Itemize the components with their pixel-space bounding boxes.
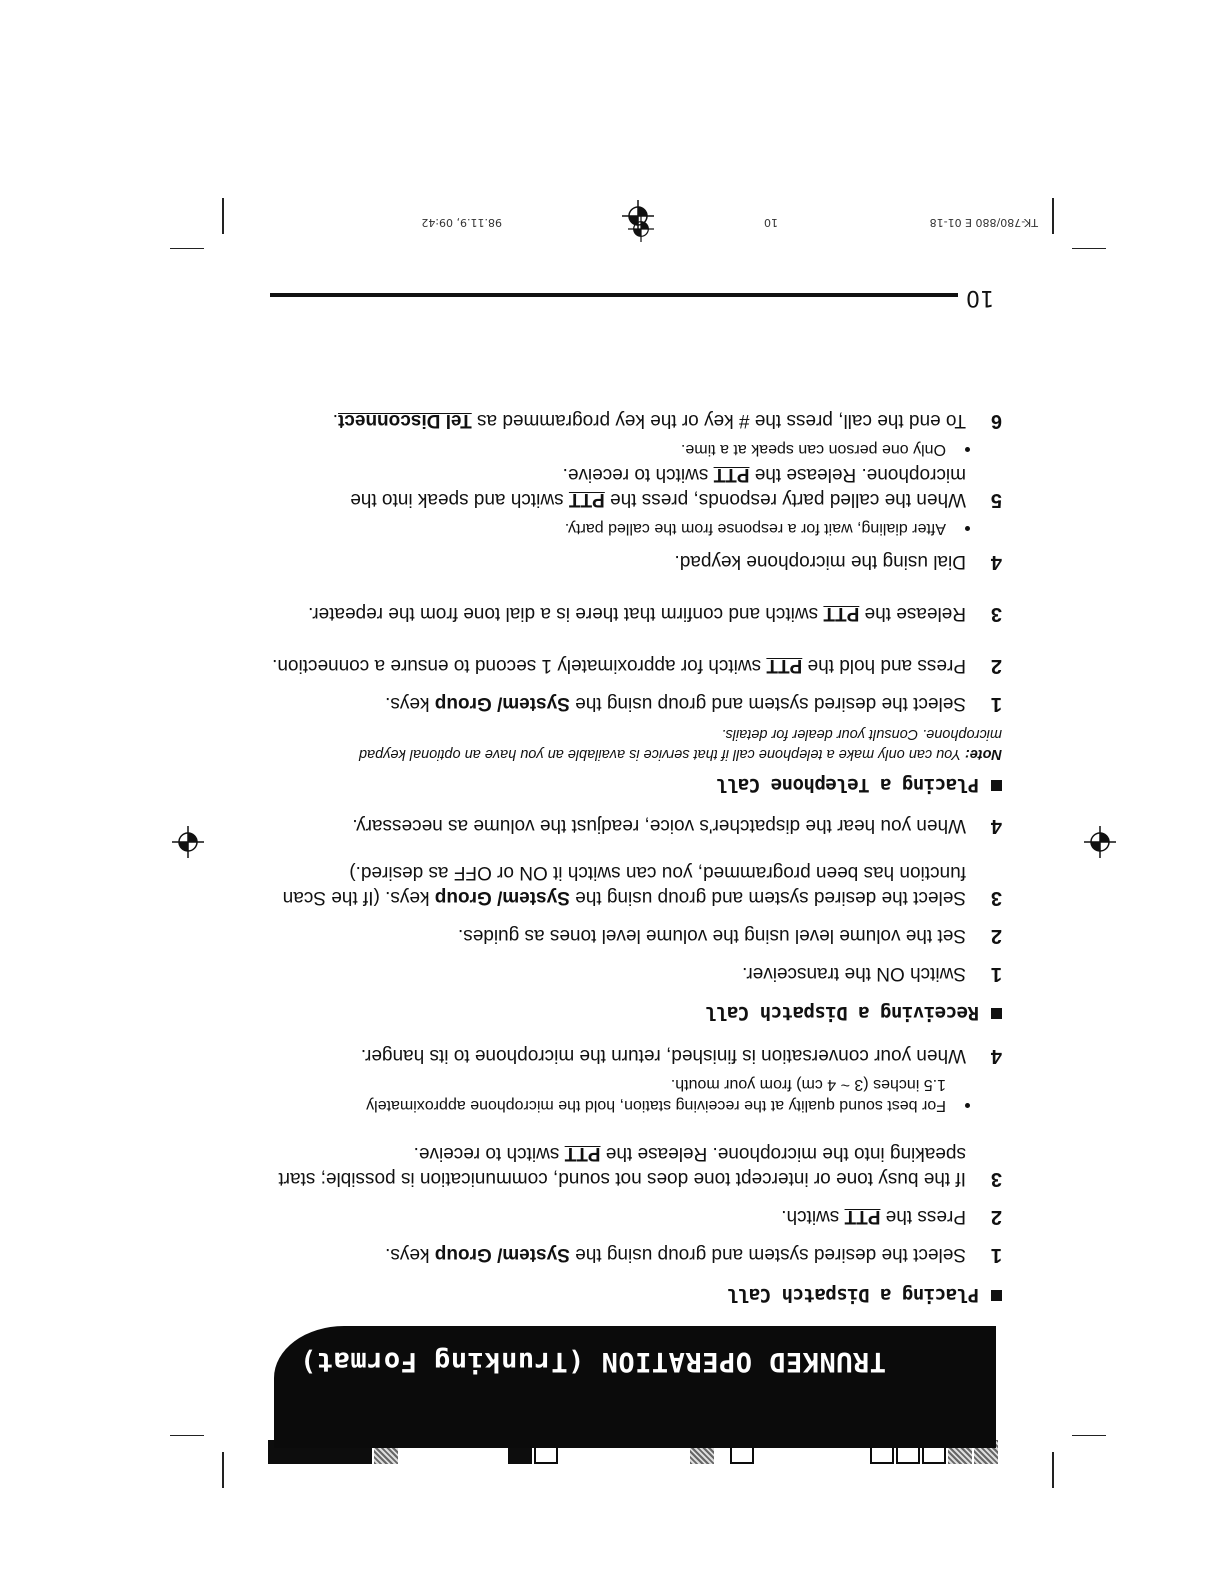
section-square-icon xyxy=(991,1008,1002,1019)
crop-mark-icon xyxy=(1072,248,1106,249)
list-item: 3 If the busy tone or intercept tone does not sound, communication is possible; start speaking into the microphone. Release the PTT switch to receive. xyxy=(278,1143,1002,1190)
page-number: 10 xyxy=(966,285,994,310)
section-heading-receiving-call: Receiving a Dispatch Call xyxy=(706,1002,1002,1024)
list-item: 1 Switch ON the transceiver. xyxy=(742,963,1002,985)
list-item: For best sound quality at the receiving station, hold the microphone approximately 1.5 inches (3 ~ 4 cm) from your mouth. xyxy=(366,1074,946,1116)
crop-mark-icon xyxy=(1072,1435,1106,1436)
list-item: 4 When you hear the dispatcher's voice, readjust the volume as necessary. xyxy=(352,815,1002,837)
section-heading-telephone-call: Placing a Telephone Call xyxy=(716,774,1002,796)
list-item: 2 Press the PTT switch. xyxy=(781,1206,1002,1228)
section-banner xyxy=(274,1326,996,1448)
registration-mark-icon xyxy=(1084,826,1116,858)
registration-mark-icon xyxy=(172,826,204,858)
note-text: Note: You can only make a telephone call if that service is available an you have an optional keypad microphone. Consult your dealer for details. xyxy=(359,726,1002,762)
list-item: 4 Dial using the microphone keypad. xyxy=(674,551,1002,573)
footer-date: 98.11.9, 09:42 xyxy=(421,216,502,229)
crop-mark-icon xyxy=(1052,198,1054,234)
crop-mark-icon xyxy=(222,198,224,234)
crop-mark-icon xyxy=(222,1452,224,1488)
crop-mark-icon xyxy=(170,248,204,249)
registration-mark-icon xyxy=(628,216,654,242)
list-item: After dialing, wait for a response from the called party. xyxy=(366,518,946,539)
list-item: 1 Select the desired system and group using the System/ Group keys. xyxy=(385,693,1002,715)
list-item: 6 To end the call, press the # key or the key programmed as Tel Disconnect. xyxy=(332,410,1002,432)
section-square-icon xyxy=(991,780,1002,791)
list-item: 3 Release the PTT switch and confirm that there is a dial tone from the repeater. xyxy=(308,603,1002,625)
page-title: TRUNKED OPERATION (Trunking Format) xyxy=(299,1346,886,1377)
list-item: 3 Select the desired system and group using the System/ Group keys. (If the Scan function has been programmed, you can switch it ON or OFF as desired.) xyxy=(282,862,1002,909)
crop-mark-icon xyxy=(1052,1452,1054,1488)
divider xyxy=(270,293,958,297)
list-item: 5 When the called party responds, press the PTT switch and speak into the microphone. Release the PTT switch to receive. xyxy=(350,464,1002,511)
section-heading-dispatch-call: Placing a Dispatch Call xyxy=(727,1284,1002,1306)
list-item: 1 Select the desired system and group using the System/ Group keys. xyxy=(385,1244,1002,1266)
footer-file-id: TK-780/880 E 01-18 xyxy=(929,216,1038,229)
crop-mark-icon xyxy=(170,1435,204,1436)
list-item: 2 Set the volume level using the volume level tones as guides. xyxy=(457,925,1002,947)
list-item: 2 Press and hold the PTT switch for approximately 1 second to ensure a connection. xyxy=(272,655,1002,677)
footer-page: 10 xyxy=(764,216,778,229)
section-square-icon xyxy=(991,1290,1002,1301)
list-item: 4 When your conversation is finished, return the microphone to its hanger. xyxy=(360,1045,1002,1067)
list-item: Only one person can speak at a time. xyxy=(366,439,946,460)
